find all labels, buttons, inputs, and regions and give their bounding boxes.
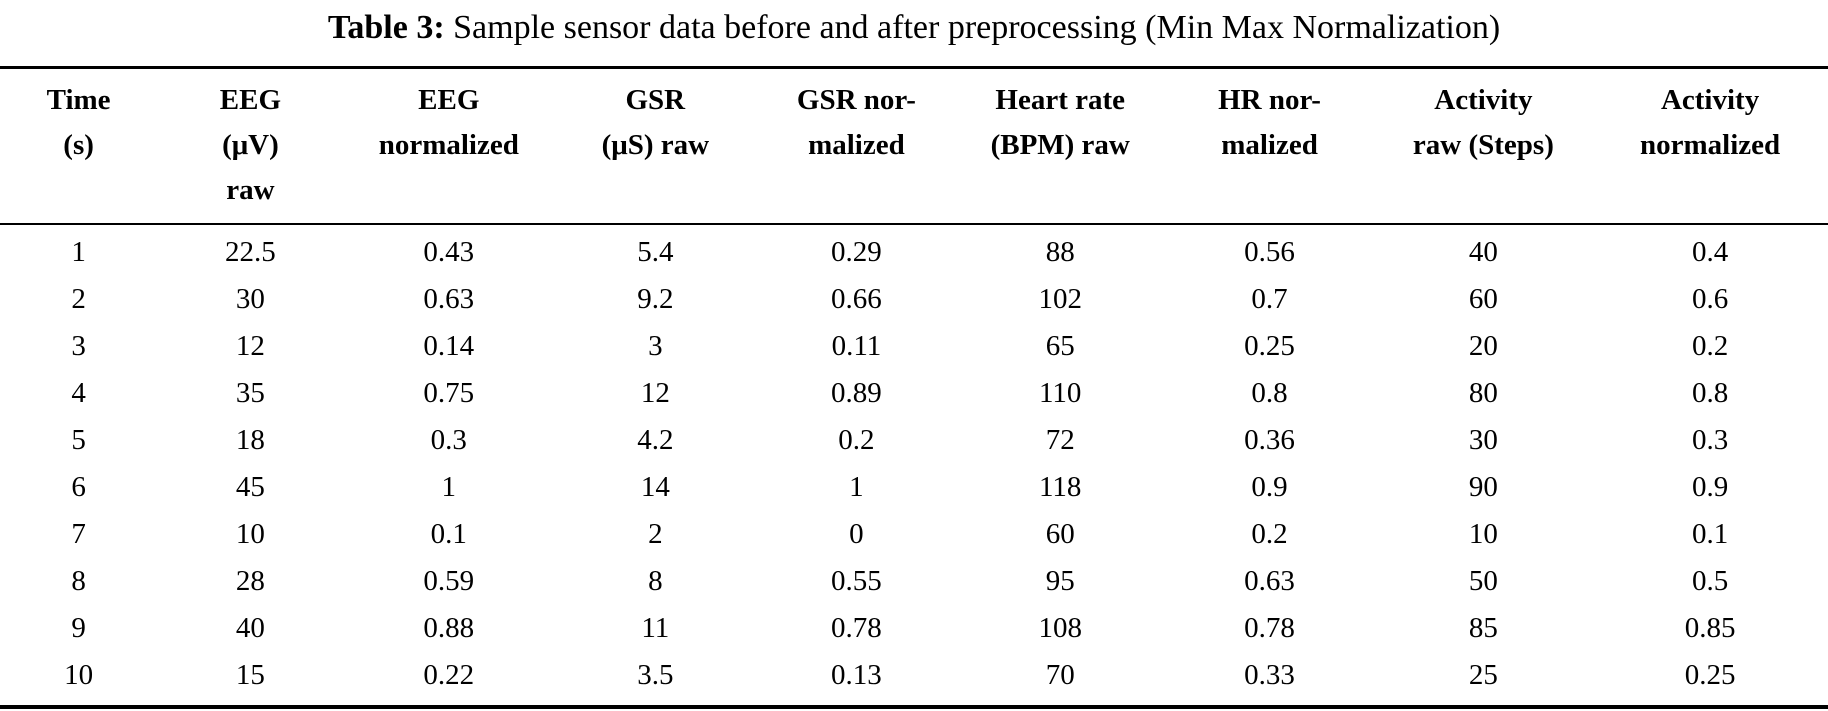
cell-activity-norm: 0.85 <box>1684 612 1736 644</box>
cell-hr-raw: 60 <box>1045 518 1075 550</box>
cell-time: 10 <box>64 659 94 691</box>
cell-gsr-raw: 11 <box>641 612 670 644</box>
column-header-line: raw (Steps) <box>1412 129 1554 161</box>
cell-eeg-norm: 0.3 <box>430 424 467 456</box>
cell-activity-norm: 0.8 <box>1691 377 1729 409</box>
cell-eeg-norm: 0.1 <box>430 518 467 550</box>
table-row <box>0 370 1828 417</box>
cell-time: 4 <box>71 377 86 409</box>
column-header-line: (μS) raw <box>601 129 710 161</box>
cell-hr-raw: 70 <box>1045 659 1075 691</box>
cell-eeg-norm: 0.88 <box>423 612 475 644</box>
table-row <box>0 652 1828 707</box>
column-header-line: raw <box>226 174 275 206</box>
cell-hr-norm: 0.7 <box>1251 283 1288 315</box>
cell-eeg-raw: 40 <box>235 612 265 644</box>
cell-activity-norm: 0.9 <box>1691 471 1729 503</box>
column-header-gsr-raw <box>554 68 757 225</box>
cell-time: 6 <box>71 471 86 503</box>
table-row <box>0 276 1828 323</box>
cell-gsr-raw: 2 <box>648 518 663 550</box>
cell-time: 9 <box>71 612 86 644</box>
cell-eeg-raw: 18 <box>235 424 265 456</box>
cell-eeg-norm: 0.63 <box>423 283 475 315</box>
column-header-line: malized <box>808 129 905 161</box>
cell-gsr-raw: 14 <box>640 471 670 503</box>
column-header-line: Time <box>46 84 111 116</box>
table-row <box>0 323 1828 370</box>
cell-hr-norm: 0.36 <box>1244 424 1295 456</box>
cell-hr-norm: 0.63 <box>1244 565 1295 597</box>
cell-gsr-norm: 0.2 <box>838 424 875 456</box>
cell-time: 2 <box>71 283 86 315</box>
column-header-line: EEG <box>418 84 480 116</box>
cell-gsr-raw: 8 <box>648 565 663 597</box>
cell-eeg-norm: 1 <box>441 471 457 503</box>
column-header-line: GSR <box>625 84 686 116</box>
cell-hr-raw: 118 <box>1039 471 1082 503</box>
column-header-eeg-raw <box>157 68 343 225</box>
table-body <box>0 224 1828 707</box>
cell-eeg-raw: 12 <box>235 330 265 362</box>
column-header-activity-raw <box>1375 68 1593 225</box>
table-row <box>0 224 1828 276</box>
cell-time: 8 <box>71 565 86 597</box>
cell-hr-raw: 95 <box>1045 565 1075 597</box>
cell-gsr-raw: 4.2 <box>637 424 674 456</box>
column-header-line: Heart rate <box>995 84 1126 116</box>
column-header-gsr-norm <box>757 68 956 225</box>
table-row <box>0 464 1828 511</box>
column-header-line: (BPM) raw <box>990 129 1130 161</box>
cell-activity-raw: 50 <box>1468 565 1498 597</box>
cell-eeg-raw: 22.5 <box>225 236 276 268</box>
cell-hr-norm: 0.25 <box>1244 330 1295 362</box>
column-header-hr-raw <box>956 68 1164 225</box>
cell-eeg-norm: 0.59 <box>423 565 475 597</box>
table-row <box>0 417 1828 464</box>
table-row <box>0 605 1828 652</box>
cell-hr-raw: 72 <box>1045 424 1075 456</box>
cell-eeg-norm: 0.75 <box>423 377 475 409</box>
cell-eeg-raw: 10 <box>235 518 265 550</box>
sensor-data-table <box>0 66 1828 709</box>
cell-time: 3 <box>71 330 86 362</box>
table-caption <box>0 0 1828 50</box>
column-header-line: (s) <box>63 129 94 161</box>
cell-gsr-norm: 0.89 <box>831 377 882 409</box>
column-header-line: EEG <box>219 84 282 116</box>
cell-hr-norm: 0.78 <box>1244 612 1295 644</box>
cell-gsr-norm: 0.55 <box>831 565 882 597</box>
cell-activity-raw: 60 <box>1468 283 1498 315</box>
cell-hr-raw: 88 <box>1045 236 1075 268</box>
column-header-line: HR nor- <box>1218 84 1321 116</box>
table-caption-label: Table 3: <box>327 9 445 46</box>
cell-gsr-raw: 3.5 <box>637 659 674 691</box>
cell-activity-raw: 90 <box>1468 471 1498 503</box>
cell-activity-norm: 0.5 <box>1691 565 1729 597</box>
cell-hr-raw: 108 <box>1038 612 1082 644</box>
cell-gsr-norm: 0 <box>849 518 864 550</box>
cell-activity-raw: 10 <box>1468 518 1498 550</box>
cell-time: 1 <box>71 236 86 268</box>
cell-eeg-raw: 15 <box>235 659 265 691</box>
cell-eeg-raw: 30 <box>235 283 265 315</box>
cell-hr-norm: 0.2 <box>1251 518 1288 550</box>
cell-activity-raw: 85 <box>1468 612 1498 644</box>
cell-gsr-norm: 0.29 <box>831 236 882 268</box>
cell-eeg-raw: 45 <box>235 471 265 503</box>
column-header-hr-norm <box>1164 68 1374 225</box>
cell-hr-raw: 65 <box>1045 330 1075 362</box>
cell-hr-norm: 0.33 <box>1244 659 1295 691</box>
cell-eeg-norm: 0.22 <box>423 659 475 691</box>
cell-gsr-raw: 5.4 <box>637 236 674 268</box>
cell-activity-norm: 0.3 <box>1691 424 1729 456</box>
column-header-eeg-norm <box>344 68 554 225</box>
cell-gsr-norm: 0.11 <box>831 330 882 362</box>
column-header-line: Activity <box>1434 84 1533 116</box>
column-header-activity-norm <box>1592 68 1828 225</box>
cell-activity-raw: 30 <box>1468 424 1498 456</box>
cell-gsr-raw: 9.2 <box>637 283 674 315</box>
column-header-time <box>0 68 157 225</box>
cell-gsr-norm: 0.78 <box>831 612 882 644</box>
cell-activity-raw: 25 <box>1468 659 1498 691</box>
cell-activity-raw: 20 <box>1468 330 1498 362</box>
column-header-line: normalized <box>1640 129 1781 161</box>
cell-hr-raw: 110 <box>1039 377 1082 409</box>
cell-gsr-raw: 3 <box>648 330 663 362</box>
cell-gsr-norm: 0.66 <box>831 283 882 315</box>
cell-gsr-norm: 1 <box>849 471 864 503</box>
cell-activity-norm: 0.2 <box>1691 330 1729 362</box>
cell-eeg-norm: 0.43 <box>423 236 475 268</box>
table-row <box>0 558 1828 605</box>
cell-time: 5 <box>71 424 86 456</box>
cell-activity-raw: 40 <box>1468 236 1498 268</box>
column-header-line: malized <box>1221 129 1318 161</box>
cell-hr-norm: 0.8 <box>1251 377 1288 409</box>
cell-hr-raw: 102 <box>1038 283 1082 315</box>
table-row <box>0 511 1828 558</box>
cell-eeg-raw: 35 <box>235 377 265 409</box>
table-header-row <box>0 68 1828 225</box>
cell-activity-norm: 0.4 <box>1691 236 1729 268</box>
cell-gsr-norm: 0.13 <box>831 659 882 691</box>
cell-eeg-raw: 28 <box>235 565 265 597</box>
column-header-line: Activity <box>1660 84 1760 116</box>
cell-activity-norm: 0.1 <box>1691 518 1729 550</box>
column-header-line: (μV) <box>222 129 279 161</box>
cell-eeg-norm: 0.14 <box>423 330 475 362</box>
column-header-line: GSR nor- <box>796 84 916 116</box>
cell-activity-norm: 0.25 <box>1684 659 1736 691</box>
cell-gsr-raw: 12 <box>640 377 670 409</box>
table-caption-body: Sample sensor data before and after preprocessing (Min Max Normalization) <box>453 9 1501 46</box>
cell-activity-norm: 0.6 <box>1691 283 1729 315</box>
cell-hr-norm: 0.56 <box>1244 236 1295 268</box>
cell-hr-norm: 0.9 <box>1251 471 1288 503</box>
column-header-line: normalized <box>378 129 519 161</box>
table-header <box>0 68 1828 225</box>
cell-time: 7 <box>71 518 86 550</box>
cell-activity-raw: 80 <box>1468 377 1498 409</box>
